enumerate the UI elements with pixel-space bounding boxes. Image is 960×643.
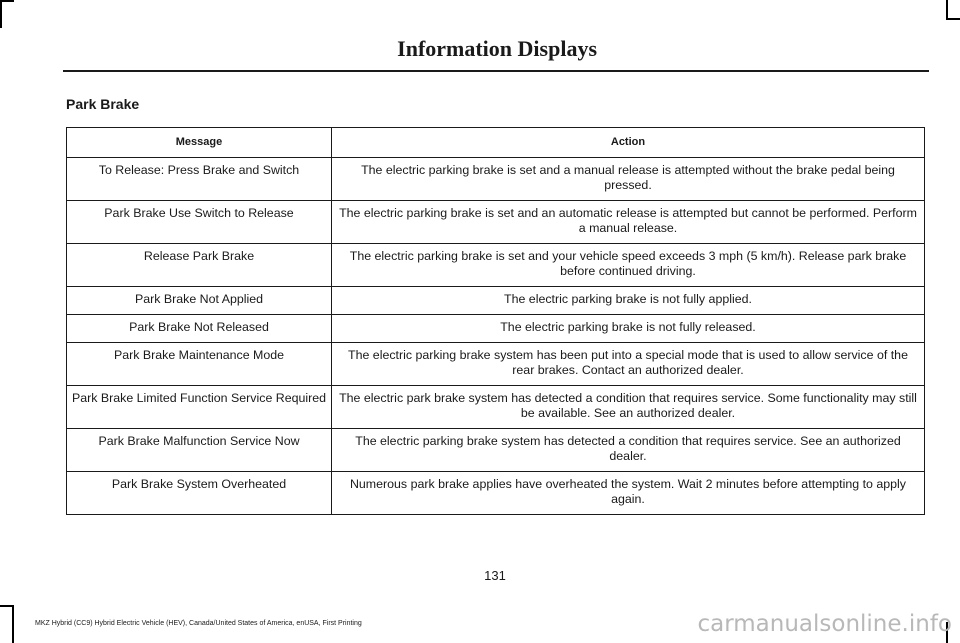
table-row (67, 472, 925, 515)
header-rule (63, 70, 929, 72)
action-cell: The electric parking brake is set and your vehicle speed exceeds 3 mph (5 km/h). Release park brake before continued driving. (332, 244, 925, 287)
table-row (67, 429, 925, 472)
action-cell: The electric parking brake is not fully released. (332, 315, 925, 343)
message-cell: Park Brake Limited Function Service Required (67, 386, 332, 429)
crop-mark-bottom-left (12, 605, 14, 643)
message-cell: Park Brake Not Released (67, 315, 332, 343)
action-cell: The electric parking brake system has been put into a special mode that is used to allow service of the rear brakes. Contact an authorized dealer. (332, 343, 925, 386)
table-row (67, 386, 925, 429)
crop-mark-bottom-left-h (0, 605, 14, 607)
action-cell: The electric parking brake is not fully applied. (332, 287, 925, 315)
table-row (67, 244, 925, 287)
message-table (66, 127, 925, 515)
crop-mark-top-right-h (946, 18, 960, 20)
watermark[interactable]: carmanualsonline.info (697, 611, 952, 637)
message-cell: Park Brake Maintenance Mode (67, 343, 332, 386)
crop-mark-top-left-h (0, 0, 14, 2)
section-title: Park Brake (66, 96, 140, 112)
table-row (67, 315, 925, 343)
crop-mark-top-left (0, 0, 2, 28)
page-number: 131 (484, 568, 506, 583)
message-cell: Park Brake Not Applied (67, 287, 332, 315)
message-cell: Park Brake Malfunction Service Now (67, 429, 332, 472)
message-cell: Park Brake Use Switch to Release (67, 201, 332, 244)
action-cell: The electric parking brake is set and an automatic release is attempted but cannot be performed. Perform a manual release. (332, 201, 925, 244)
message-cell: Park Brake System Overheated (67, 472, 332, 515)
table-row (67, 158, 925, 201)
table-header-row (67, 128, 925, 158)
table-row (67, 343, 925, 386)
message-cell: Release Park Brake (67, 244, 332, 287)
message-cell: To Release: Press Brake and Switch (67, 158, 332, 201)
column-header-action: Action (332, 128, 925, 158)
table-row (67, 287, 925, 315)
action-cell: Numerous park brake applies have overheated the system. Wait 2 minutes before attempting to apply again. (332, 472, 925, 515)
action-cell: The electric park brake system has detected a condition that requires service. Some functionality may still be available. See an authorized dealer. (332, 386, 925, 429)
action-cell: The electric parking brake system has detected a condition that requires service. See an authorized dealer. (332, 429, 925, 472)
column-header-message: Message (67, 128, 332, 158)
page-header-title: Information Displays (397, 36, 597, 61)
table-row (67, 201, 925, 244)
crop-mark-top-right (946, 0, 948, 20)
action-cell: The electric parking brake is set and a manual release is attempted without the brake pedal being pressed. (332, 158, 925, 201)
footer-printing-info: MKZ Hybrid (CC9) Hybrid Electric Vehicle (HEV), Canada/United States of America, enUSA, First Printing (35, 620, 362, 627)
